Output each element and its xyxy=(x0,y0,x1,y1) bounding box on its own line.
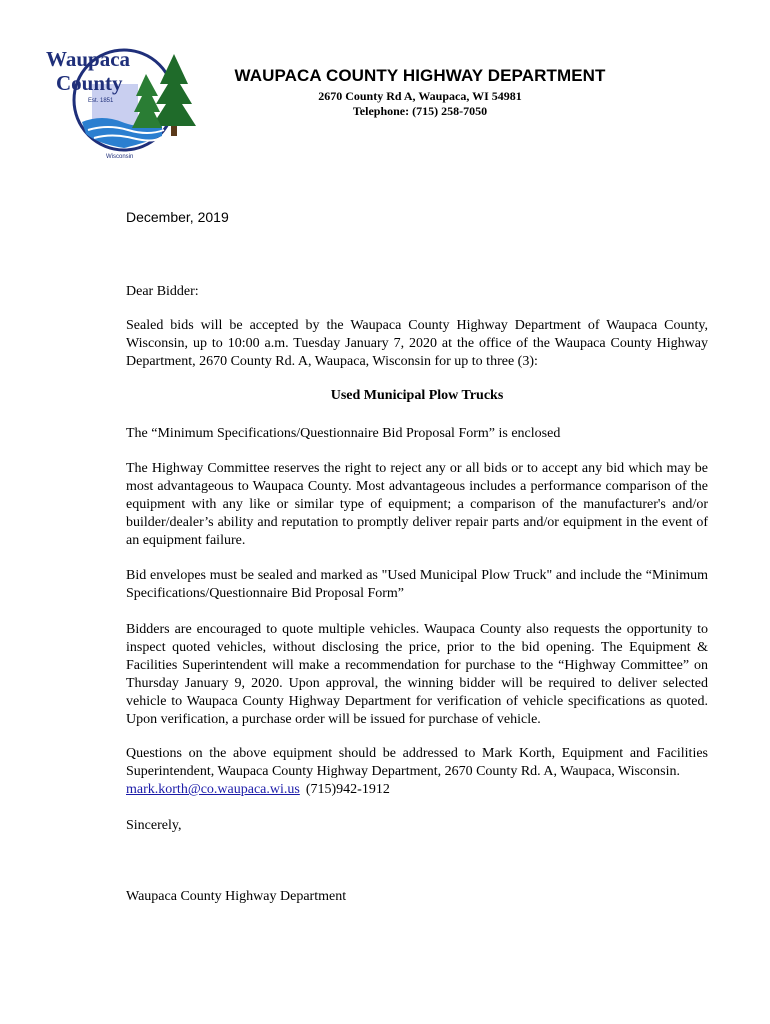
letterhead xyxy=(200,66,640,119)
paragraph-enclosure: The “Minimum Specifications/Questionnaire Bid Proposal Form” is enclosed xyxy=(126,426,561,441)
contact-phone: (715)942-1912 xyxy=(305,782,390,797)
logo-text-waupaca: Waupaca xyxy=(46,47,131,71)
contact-email-link[interactable]: mark.korth@co.waupaca.wi.us xyxy=(126,782,300,797)
logo-est: Est. 1851 xyxy=(88,98,114,104)
signature: Waupaca County Highway Department xyxy=(126,889,347,904)
department-address: 2670 County Rd A, Waupaca, WI 54981 xyxy=(318,89,522,103)
paragraph-committee-rights: The Highway Committee reserves the right to reject any or all bids or to accept any bid which may be most advantageous to Waupaca County. Most advantageous includes a performance comparison of the equipment with any like or similar type of equipment; a comparison of the manufacturer's and/or builder/dealer’s ability and reputation to promptly deliver repair parts and/or equipment in the event of an equipment failure. xyxy=(126,461,708,548)
department-telephone: Telephone: (715) 258-7050 xyxy=(352,104,488,118)
logo-state: Wisconsin xyxy=(106,154,134,160)
closing: Sincerely, xyxy=(126,818,182,833)
item-title: Used Municipal Plow Trucks xyxy=(330,388,504,403)
paragraph-inspection: Bidders are encouraged to quote multiple vehicles. Waupaca County also requests the opportunity to inspect quoted vehicles, without disclosing the price, prior to the bid opening. The Equipment & Facilities Superintendent will make a recommendation for purchase to the “Highway Committee” on Thursday January 9, 2020. Upon approval, the winning bidder will be required to deliver selected vehicle to Waupaca County Highway Department for verification of vehicle specifications as quoted. Upon verification, a purchase order will be issued for purchase of vehicle. xyxy=(126,622,708,727)
county-seal-icon xyxy=(42,44,202,164)
paragraph-envelope-instructions: Bid envelopes must be sealed and marked as "Used Municipal Plow Truck" and include the “Minimum Specifications/Questionnaire Bid Proposal Form” xyxy=(126,568,708,601)
county-logo xyxy=(42,44,202,164)
department-name: WAUPACA COUNTY HIGHWAY DEPARTMENT xyxy=(234,66,606,85)
salutation: Dear Bidder: xyxy=(126,284,199,299)
logo-text-county: County xyxy=(56,71,123,95)
letter-date: December, 2019 xyxy=(126,209,229,225)
paragraph-questions xyxy=(126,745,708,799)
paragraph-bid-deadline: Sealed bids will be accepted by the Waupaca County Highway Department of Waupaca County, Wisconsin, up to 10:00 a.m. Tuesday January 7, 2020 at the office of the Waupaca County Highway Department, 2670 County Rd. A, Waupaca, Wisconsin for up to three (3): xyxy=(126,318,708,369)
questions-text: Questions on the above equipment should be addressed to Mark Korth, Equipment and Facilities Superintendent, Waupaca County Highway Department, 2670 County Rd. A, Waupaca, Wisconsin. xyxy=(126,746,708,779)
